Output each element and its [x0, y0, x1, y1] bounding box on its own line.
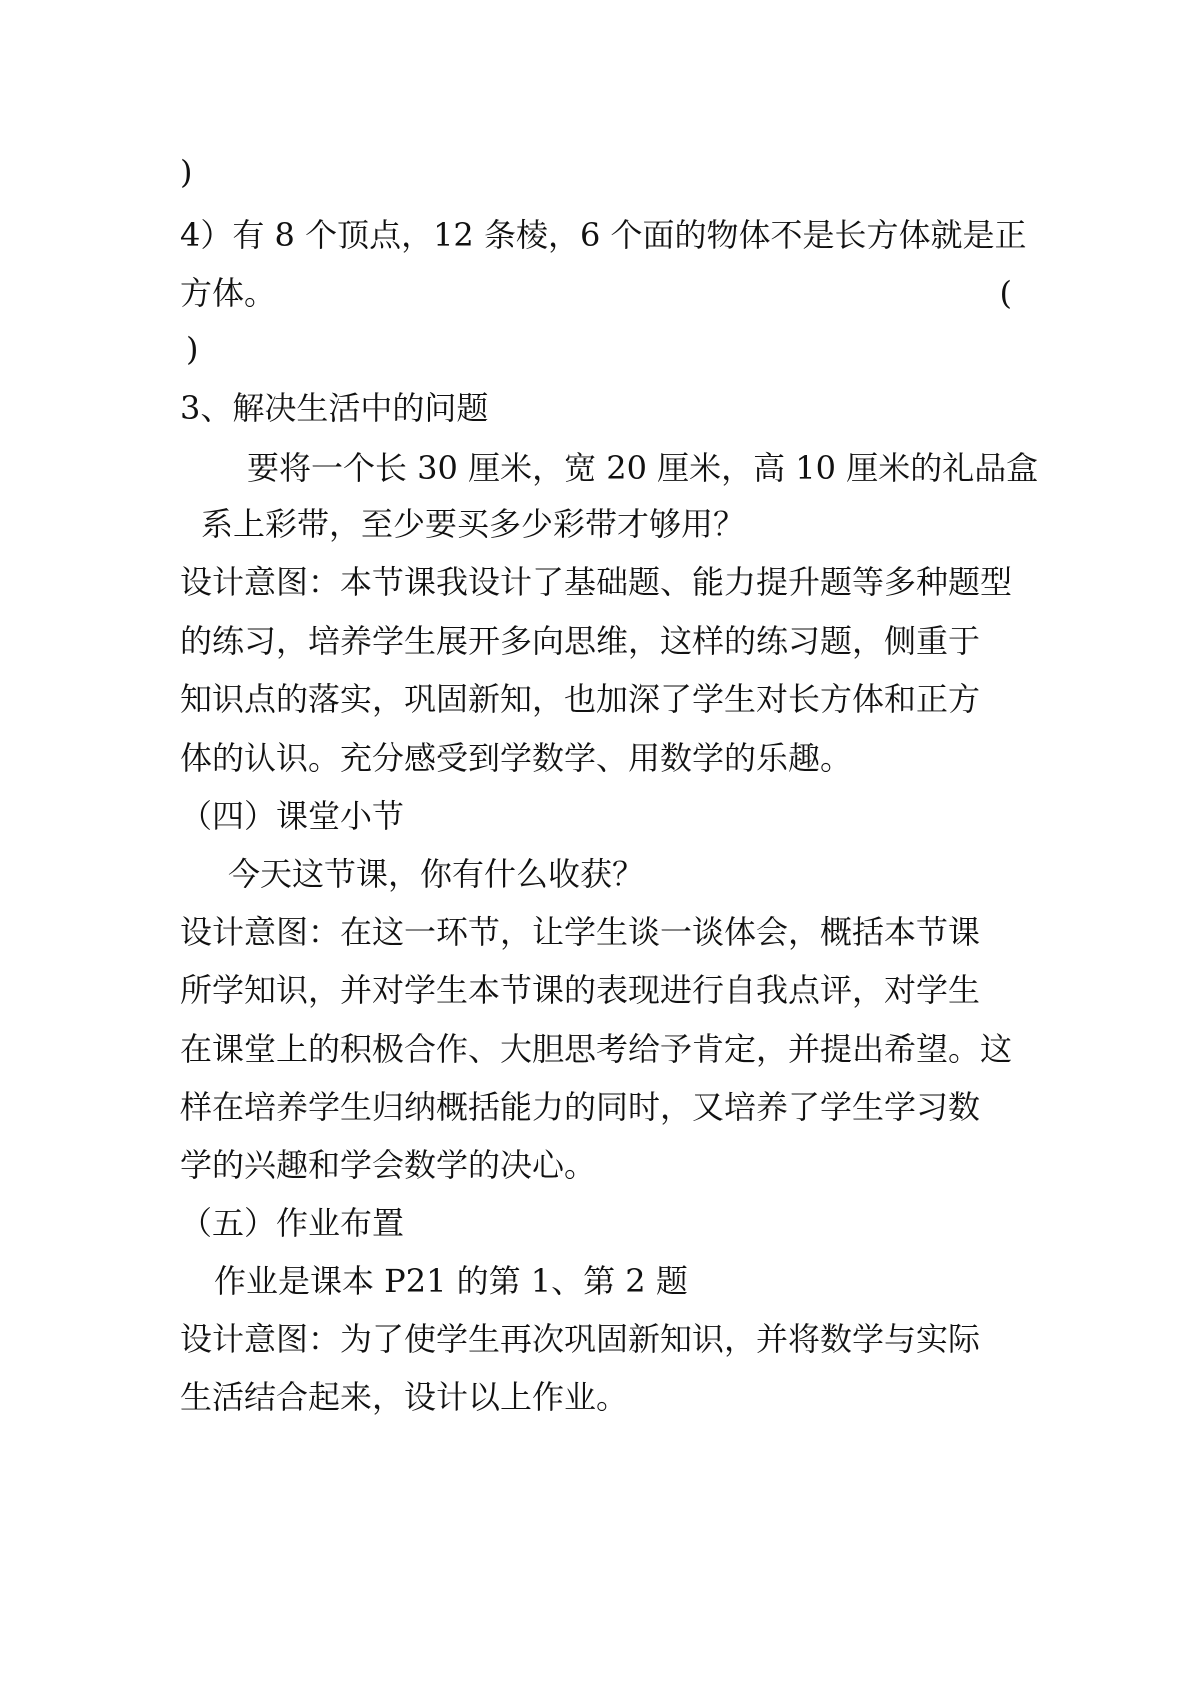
section-4-heading: （四）课堂小节	[180, 797, 405, 835]
design-intent-2-line-4: 样在培养学生归纳概括能力的同时，又培养了学生学习数	[180, 1088, 981, 1126]
question-4-line-2	[180, 271, 1020, 315]
answer-close-paren: )	[186, 330, 199, 368]
design-intent-2-line-1: 设计意图：在这一环节，让学生谈一谈体会，概括本节课	[180, 913, 981, 951]
question-4-line-1: 4）有 8 个顶点，12 条棱，6 个面的物体不是长方体就是正	[180, 216, 1027, 254]
closing-paren-line: )	[180, 153, 193, 191]
homework-text: 作业是课本 P21 的第 1、第 2 题	[214, 1262, 688, 1300]
design-intent-2-line-5: 学的兴趣和学会数学的决心。	[180, 1146, 597, 1184]
design-intent-3-line-1: 设计意图：为了使学生再次巩固新知识，并将数学与实际	[180, 1320, 981, 1358]
answer-open-paren: (	[999, 274, 1012, 312]
section-5-heading: （五）作业布置	[180, 1204, 405, 1242]
section-3-heading: 3、解决生活中的问题	[180, 389, 489, 427]
question-4-text-end: 方体。	[180, 274, 277, 312]
problem-text-line-2: 系上彩带，至少要买多少彩带才够用？	[201, 505, 746, 543]
design-intent-1-line-2: 的练习，培养学生展开多向思维，这样的练习题，侧重于	[180, 622, 981, 660]
design-intent-2-line-2: 所学知识，并对学生本节课的表现进行自我点评，对学生	[180, 971, 981, 1009]
design-intent-1-line-3: 知识点的落实，巩固新知，也加深了学生对长方体和正方	[180, 680, 981, 718]
design-intent-3-line-2: 生活结合起来，设计以上作业。	[180, 1378, 629, 1416]
design-intent-2-line-3: 在课堂上的积极合作、大胆思考给予肯定，并提出希望。这	[180, 1030, 1013, 1068]
problem-text-line-1: 要将一个长 30 厘米，宽 20 厘米，高 10 厘米的礼品盒	[247, 449, 1039, 487]
design-intent-1-line-4: 体的认识。充分感受到学数学、用数学的乐趣。	[180, 739, 853, 777]
summary-question: 今天这节课，你有什么收获？	[228, 855, 645, 893]
design-intent-1-line-1: 设计意图：本节课我设计了基础题、能力提升题等多种题型	[180, 563, 1013, 601]
